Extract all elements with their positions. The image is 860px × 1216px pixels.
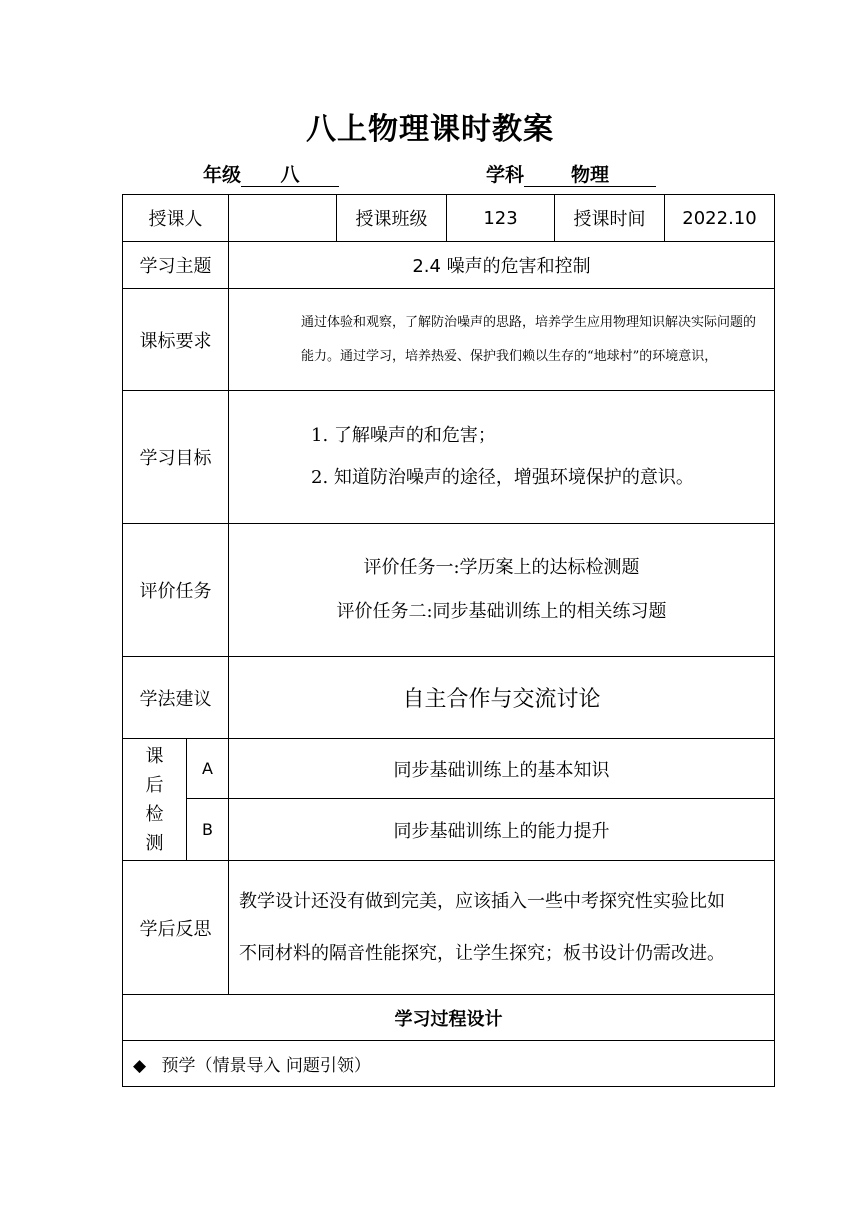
post-test-char: 测 xyxy=(145,832,164,854)
goals-label: 学习目标 xyxy=(123,391,229,524)
row-preview xyxy=(123,1041,775,1087)
subject-line xyxy=(486,160,656,187)
evaluation-cell xyxy=(229,524,775,657)
standard-text: 通过体验和观察，了解防治噪声的思路，培养学生应用物理知识解决实际问题的能力。通过学习，培养热爱、保护我们赖以生存的“地球村”的环境意识， xyxy=(301,314,757,364)
grade-label: 年级 xyxy=(203,164,242,186)
topic-value: 2.4 噪声的危害和控制 xyxy=(229,242,775,289)
topic-label: 学习主题 xyxy=(123,242,229,289)
time-label: 授课时间 xyxy=(555,195,665,242)
row-reflection xyxy=(123,861,775,995)
goal-item: 2. 知道防治噪声的途径，增强环境保护的意识。 xyxy=(311,467,694,488)
row-basic-info xyxy=(123,195,775,242)
reflection-line: 教学设计还没有做到完美，应该插入一些中考探究性实验比如 xyxy=(239,890,725,912)
diamond-bullet-icon: ◆ xyxy=(133,1056,147,1076)
evaluation-item: 评价任务一:学历案上的达标检测题 xyxy=(363,557,640,578)
preview-text: 预学（情景导入 问题引领） xyxy=(161,1056,371,1076)
row-method xyxy=(123,657,775,739)
class-label: 授课班级 xyxy=(337,195,447,242)
reflection-cell xyxy=(229,861,775,995)
method-value: 自主合作与交流讨论 xyxy=(229,657,775,739)
time-value: 2022.10 xyxy=(665,195,775,242)
goal-item: 1. 了解噪声的和危害； xyxy=(311,425,496,446)
row-post-test-b xyxy=(123,799,775,861)
reflection-line: 不同材料的隔音性能探究，让学生探究；板书设计仍需改进。 xyxy=(239,942,725,964)
document-title: 八上物理课时教案 xyxy=(306,112,554,147)
row-topic xyxy=(123,242,775,289)
class-value: 123 xyxy=(447,195,555,242)
evaluation-item: 评价任务二:同步基础训练上的相关练习题 xyxy=(336,601,667,622)
post-test-label xyxy=(123,739,187,861)
post-test-a-value: 同步基础训练上的基本知识 xyxy=(229,739,775,799)
reflection-label: 学后反思 xyxy=(123,861,229,995)
post-test-a-label: A xyxy=(187,739,229,799)
teacher-value xyxy=(229,195,337,242)
evaluation-label: 评价任务 xyxy=(123,524,229,657)
row-post-test-a xyxy=(123,739,775,799)
grade-line xyxy=(203,160,339,187)
teacher-label: 授课人 xyxy=(123,195,229,242)
post-test-char: 后 xyxy=(145,774,164,796)
post-test-b-label: B xyxy=(187,799,229,861)
standard-cell xyxy=(229,289,775,391)
process-title: 学习过程设计 xyxy=(123,995,775,1041)
subject-label: 学科 xyxy=(486,164,525,186)
post-test-b-value: 同步基础训练上的能力提升 xyxy=(229,799,775,861)
post-test-char: 检 xyxy=(145,803,164,825)
goals-cell xyxy=(229,391,775,524)
standard-label: 课标要求 xyxy=(123,289,229,391)
row-goals xyxy=(123,391,775,524)
row-evaluation xyxy=(123,524,775,657)
grade-value: 八 xyxy=(241,164,339,187)
row-process-title xyxy=(123,995,775,1041)
subject-value: 物理 xyxy=(524,164,656,187)
lesson-plan-table xyxy=(122,194,775,1087)
method-label: 学法建议 xyxy=(123,657,229,739)
preview-cell xyxy=(123,1041,775,1087)
row-standard xyxy=(123,289,775,391)
post-test-char: 课 xyxy=(145,745,164,767)
